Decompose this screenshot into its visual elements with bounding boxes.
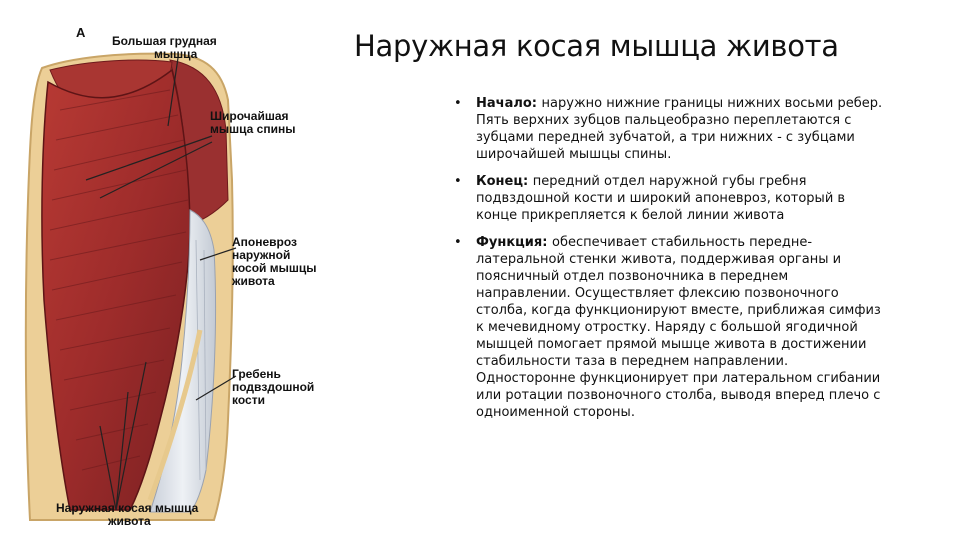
item-term: Функция: [476,235,552,250]
bullet-icon: • [454,235,462,250]
label-line: Широчайшая [210,109,289,123]
label-line: подвздошной [232,380,315,394]
label-latissimus-dorsi [210,110,295,136]
item-term: Конец: [476,174,533,189]
item-term: Начало: [476,96,542,111]
label-aponeurosis [232,236,317,288]
item-text: передний отдел наружной губы гребня подвздошной кости и широкий апоневроз, который в конце прикрепляется к белой линии живота [476,174,846,223]
label-iliac-crest [232,368,314,407]
label-line: Наружная косая мышца [56,501,199,515]
bullet-list [454,95,884,431]
label-pectoralis-major [112,35,217,61]
bullet-icon: • [454,174,462,189]
bullet-icon: • [454,96,462,111]
label-line: Гребень [232,367,281,381]
panel-letter: А [76,25,86,40]
anatomy-figure [0,0,340,540]
label-external-oblique [56,502,198,528]
slide-title: Наружная косая мышца живота [354,29,839,63]
list-item [454,234,884,421]
label-line: кости [232,393,265,407]
label-line: мышца спины [210,122,296,136]
item-text: наружно нижние границы нижних восьми ребер. Пять верхних зубцов пальцеобразно переплетаются с зубцами передней зубчатой, а три нижних - с зубцами широчайшей мышцы спины. [476,96,883,162]
list-item [454,173,884,224]
label-line: косой мышцы [232,261,317,275]
label-line: Апоневроз [232,235,298,249]
label-line: наружной [232,248,291,262]
label-line: Большая грудная [112,34,217,48]
label-line: живота [108,514,151,528]
list-item [454,95,884,163]
label-line: мышца [154,47,198,61]
item-text: обеспечивает стабильность передне-латеральной стенки живота, поддерживая органы и поясничный отдел позвоночника в переднем направлении. Осуществляет флексию позвоночного столба, когда функционируют вместе, приближая симфиз к мечевидному отростку. Наряду с большой ягодичной мышцей помогает прямой мышце живота в достижении стабильности таза в переднем направлении. Односторонне функционирует при латеральном сгибании или ротации позвоночного столба, выводя вперед плечо с одноименной стороны. [476,235,881,420]
label-line: живота [232,274,275,288]
